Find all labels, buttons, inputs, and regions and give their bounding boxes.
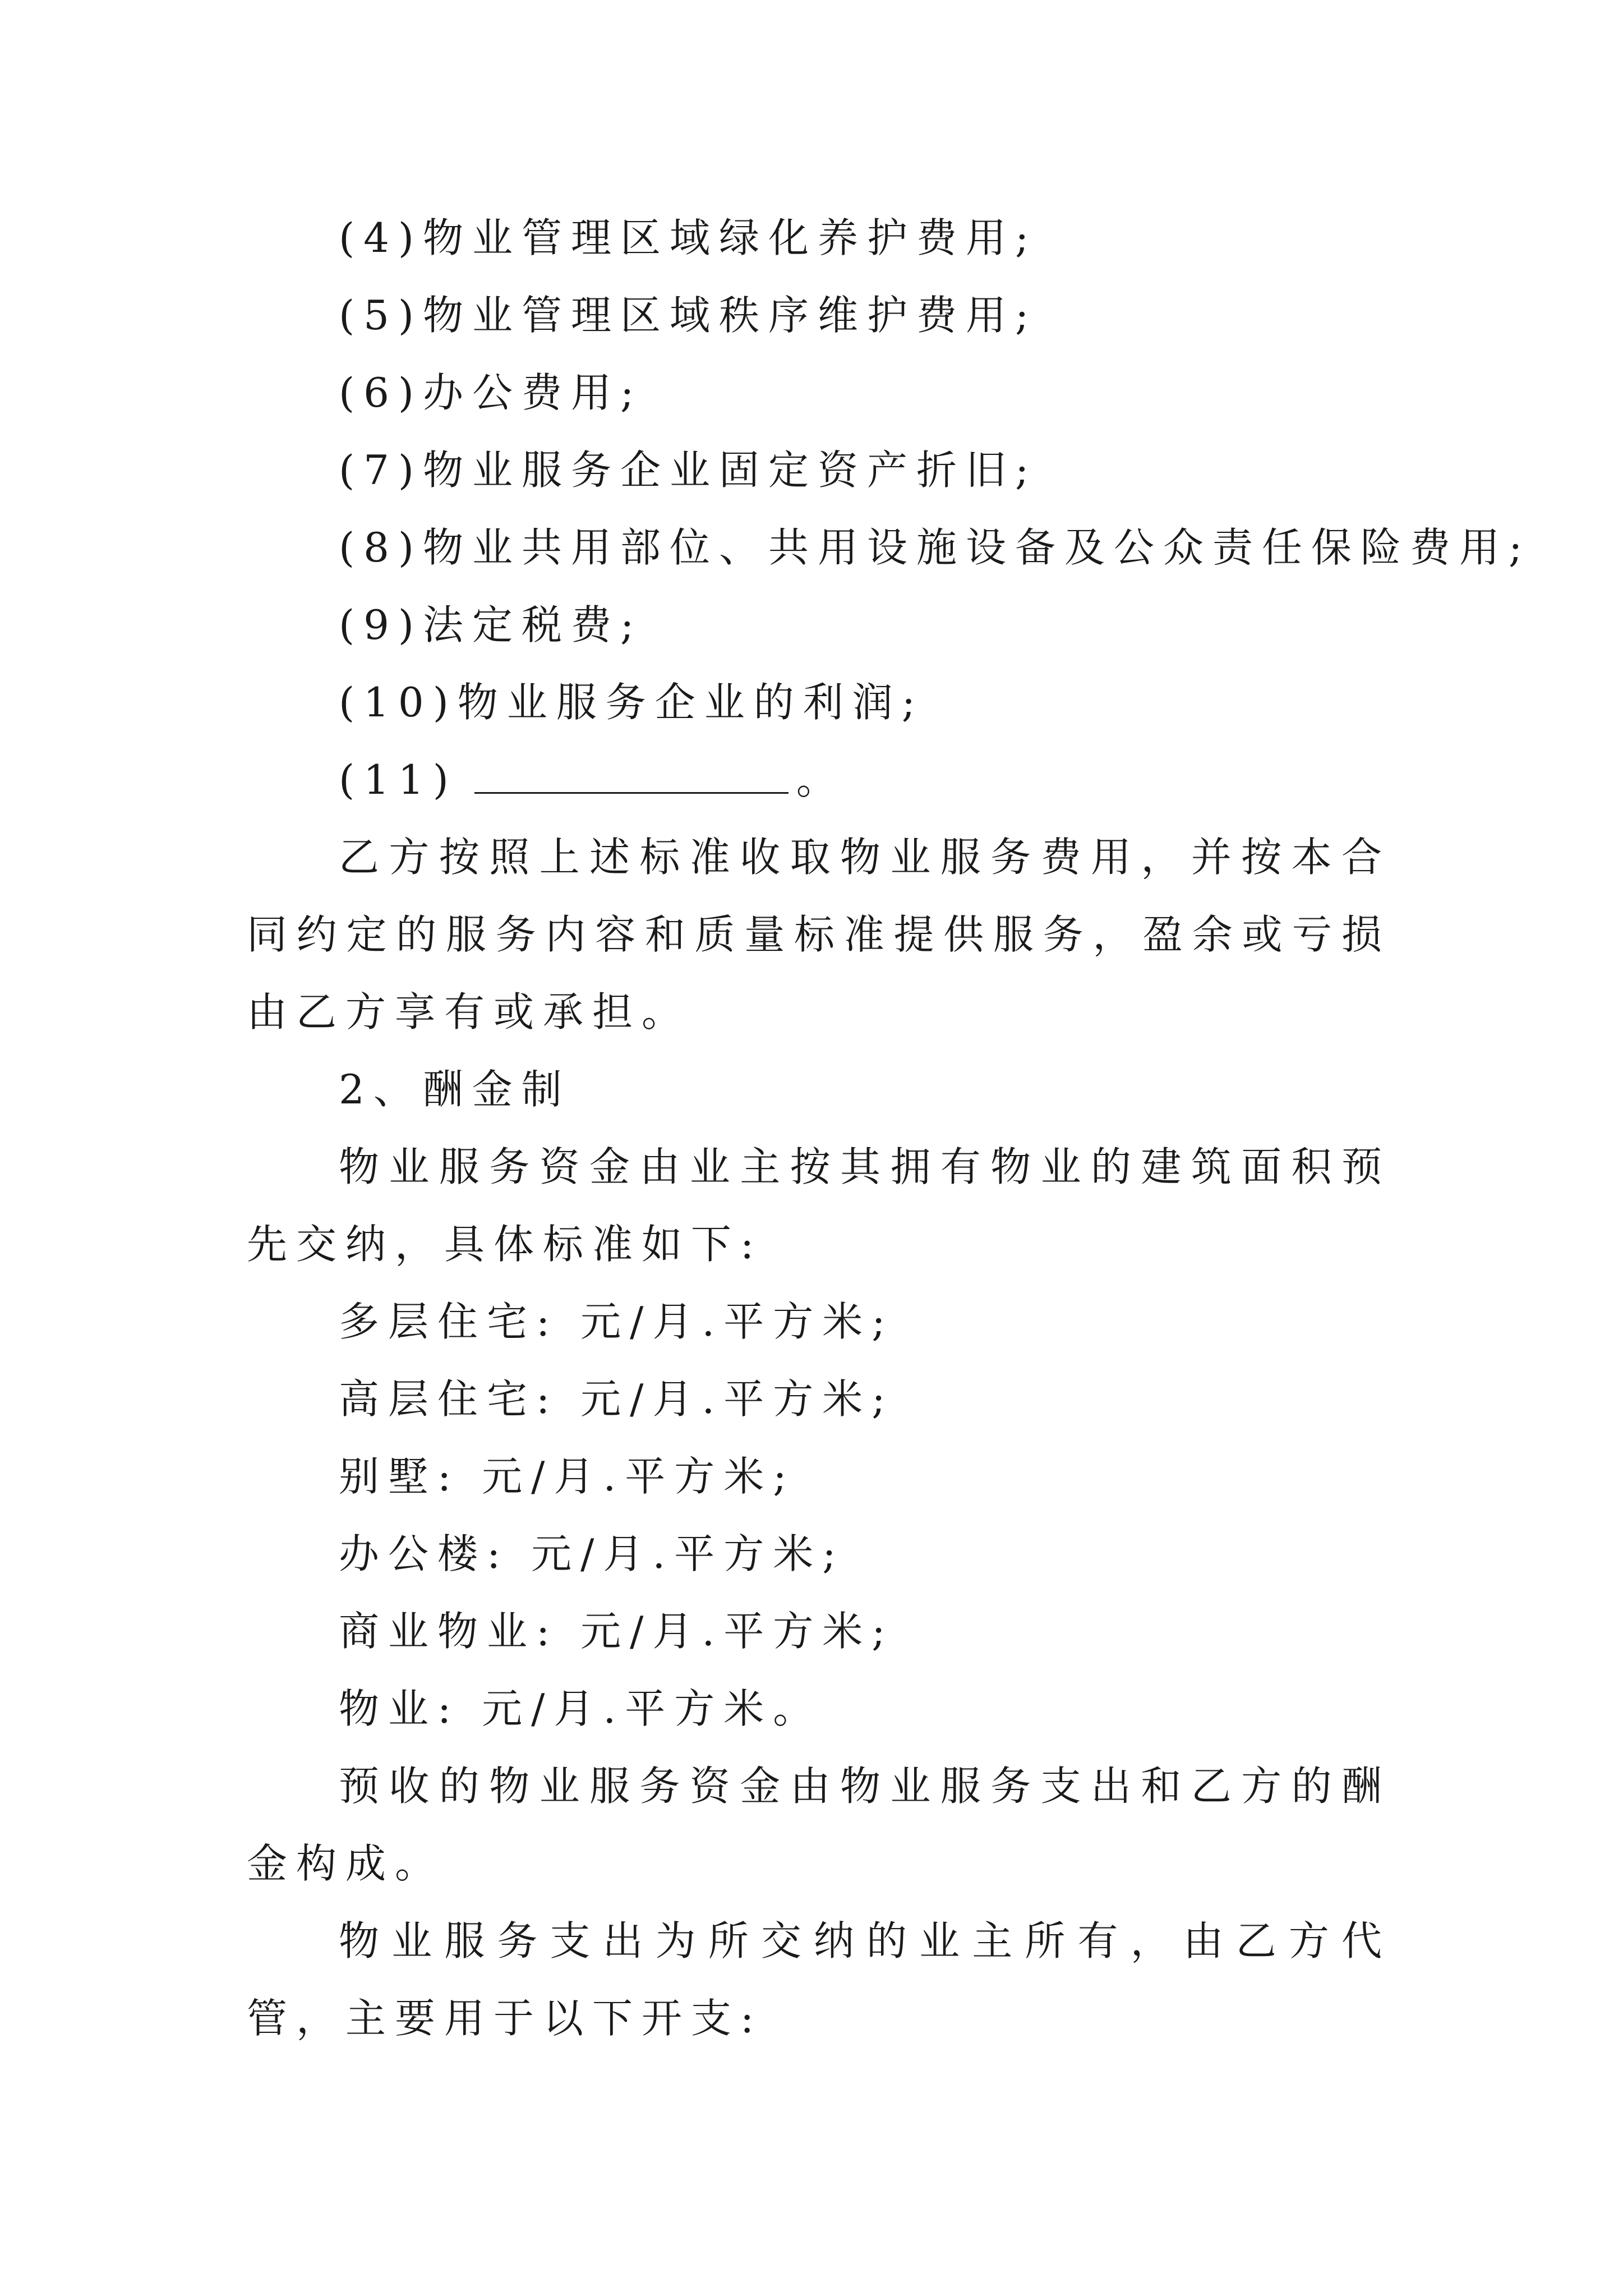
paragraph-fund-composition: 预收的物业服务资金由物业服务支出和乙方的酬金构成。 xyxy=(247,1763,1391,1887)
paragraph-prepayment: 物业服务资金由业主按其拥有物业的建筑面积预先交纳，具体标准如下: xyxy=(247,1143,1391,1268)
section-heading-commission: 2、酬金制 xyxy=(339,1066,571,1113)
rate-office-building: 办公楼: 元/月.平方米; xyxy=(339,1530,845,1577)
list-item-10: (10)物业服务企业的利润; xyxy=(339,679,925,726)
list-item-11-end: 。 xyxy=(796,756,846,803)
rate-multistory-residential: 多层住宅: 元/月.平方米; xyxy=(339,1298,895,1345)
list-item-11 xyxy=(247,741,1391,818)
rate-property: 物业: 元/月.平方米。 xyxy=(339,1685,823,1732)
list-item-11-number: (11) xyxy=(339,756,458,803)
list-item-8: (8)物业共用部位、共用设施设备及公众责任保险费用; xyxy=(339,524,1532,571)
list-item-9: (9)法定税费; xyxy=(339,601,643,648)
document-body xyxy=(247,199,1532,2057)
rate-highrise-residential: 高层住宅: 元/月.平方米; xyxy=(339,1375,895,1423)
paragraph-service-expenditure: 物业服务支出为所交纳的业主所有，由乙方代管，主要用于以下开支: xyxy=(247,1917,1391,2042)
rate-villa: 别墅: 元/月.平方米; xyxy=(339,1453,796,1500)
list-item-7: (7)物业服务企业固定资产折旧; xyxy=(339,447,1038,494)
paragraph-fee-standard: 乙方按照上述标准收取物业服务费用，并按本合同约定的服务内容和质量标准提供服务，盈余或亏损由乙方享有或承担。 xyxy=(247,834,1391,1036)
list-item-5: (5)物业管理区域秩序维护费用; xyxy=(339,292,1038,339)
list-item-4: (4)物业管理区域绿化养护费用; xyxy=(339,214,1038,261)
rate-commercial-property: 商业物业: 元/月.平方米; xyxy=(339,1608,895,1655)
list-item-6: (6)办公费用; xyxy=(339,369,643,416)
fill-in-blank-line xyxy=(474,757,789,794)
